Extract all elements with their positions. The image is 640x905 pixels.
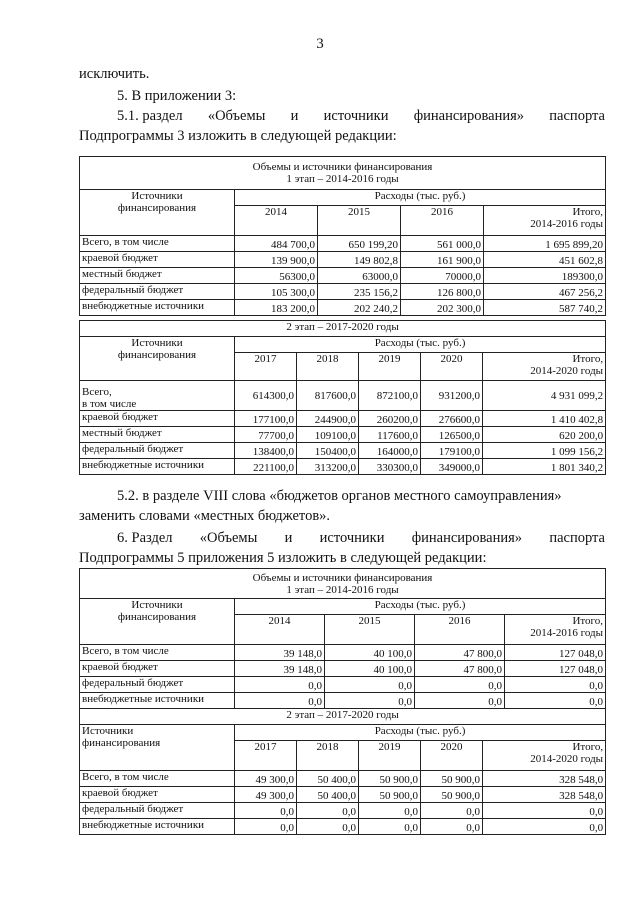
expenses-header: Расходы (тыс. руб.) bbox=[235, 337, 606, 353]
table-row bbox=[80, 381, 606, 411]
value-cell: 0,0 bbox=[235, 677, 325, 693]
table-row bbox=[80, 300, 606, 316]
value-cell: 0,0 bbox=[297, 819, 359, 835]
table-row bbox=[80, 443, 606, 459]
value-cell: 179100,0 bbox=[421, 443, 483, 459]
value-cell: 150400,0 bbox=[297, 443, 359, 459]
value-cell: 221100,0 bbox=[235, 459, 297, 475]
value-cell: 0,0 bbox=[415, 693, 505, 709]
text-line-4: Подпрограммы 3 изложить в следующей редакции: bbox=[79, 128, 397, 144]
row-label: внебюджетные источники bbox=[80, 819, 235, 835]
word: источники bbox=[319, 530, 385, 546]
value-cell: 177100,0 bbox=[235, 411, 297, 427]
value-cell: 276600,0 bbox=[421, 411, 483, 427]
row-label: краевой бюджет bbox=[80, 661, 235, 677]
value-cell: 0,0 bbox=[235, 803, 297, 819]
value-cell: 260200,0 bbox=[359, 411, 421, 427]
year-header: 2017 bbox=[235, 741, 297, 771]
table-row bbox=[80, 411, 606, 427]
word: «Объемы bbox=[199, 530, 258, 546]
word: паспорта bbox=[549, 530, 605, 546]
text-line-1: исключить. bbox=[79, 66, 150, 82]
row-label: краевой бюджет bbox=[80, 252, 235, 268]
value-cell: 349000,0 bbox=[421, 459, 483, 475]
table-row bbox=[80, 803, 606, 819]
total-cell: 4 931 099,2 bbox=[483, 381, 606, 411]
year-header: 2015 bbox=[318, 206, 401, 236]
value-cell: 0,0 bbox=[421, 803, 483, 819]
year-header: 2020 bbox=[421, 741, 483, 771]
total-cell: 127 048,0 bbox=[505, 645, 606, 661]
value-cell: 817600,0 bbox=[297, 381, 359, 411]
row-label: внебюджетные источники bbox=[80, 459, 235, 475]
value-cell: 126 800,0 bbox=[401, 284, 484, 300]
value-cell: 0,0 bbox=[359, 803, 421, 819]
sources-header: Источники финансирования bbox=[80, 190, 235, 236]
value-cell: 49 300,0 bbox=[235, 771, 297, 787]
row-label: Всего, в том числе bbox=[80, 771, 235, 787]
word: 6. Раздел bbox=[117, 530, 173, 546]
value-cell: 77700,0 bbox=[235, 427, 297, 443]
word: финансирования» bbox=[411, 530, 523, 546]
year-header: 2014 bbox=[235, 206, 318, 236]
sources-header: Источники финансирования bbox=[80, 337, 235, 381]
value-cell: 139 900,0 bbox=[235, 252, 318, 268]
total-cell: 1 695 899,20 bbox=[484, 236, 606, 252]
table-row bbox=[80, 819, 606, 835]
row-label: Всего, в том числе bbox=[80, 381, 235, 411]
value-cell: 126500,0 bbox=[421, 427, 483, 443]
table-row bbox=[80, 284, 606, 300]
year-header: 2014 bbox=[235, 615, 325, 645]
total-header: Итого, 2014-2020 годы bbox=[483, 353, 606, 381]
year-header: 2015 bbox=[325, 615, 415, 645]
total-cell: 0,0 bbox=[483, 819, 606, 835]
funding-table-subprogram-5 bbox=[79, 568, 606, 709]
year-header: 2018 bbox=[297, 741, 359, 771]
sources-header: Источники финансирования bbox=[80, 725, 235, 771]
total-cell: 620 200,0 bbox=[483, 427, 606, 443]
word: паспорта bbox=[549, 108, 605, 124]
expenses-header: Расходы (тыс. руб.) bbox=[235, 599, 606, 615]
value-cell: 0,0 bbox=[235, 693, 325, 709]
row-label: местный бюджет bbox=[80, 427, 235, 443]
value-cell: 109100,0 bbox=[297, 427, 359, 443]
value-cell: 56300,0 bbox=[235, 268, 318, 284]
value-cell: 161 900,0 bbox=[401, 252, 484, 268]
value-cell: 138400,0 bbox=[235, 443, 297, 459]
text-line-8: Подпрограммы 5 приложения 5 изложить в следующей редакции: bbox=[79, 550, 487, 566]
value-cell: 39 148,0 bbox=[235, 661, 325, 677]
total-header: Итого, 2014-2020 годы bbox=[483, 741, 606, 771]
year-header: 2018 bbox=[297, 353, 359, 381]
total-cell: 328 548,0 bbox=[483, 787, 606, 803]
total-cell: 0,0 bbox=[483, 803, 606, 819]
total-cell: 1 410 402,8 bbox=[483, 411, 606, 427]
value-cell: 149 802,8 bbox=[318, 252, 401, 268]
total-cell: 467 256,2 bbox=[484, 284, 606, 300]
value-cell: 0,0 bbox=[325, 677, 415, 693]
stage-2-title: 2 этап – 2017-2020 годы bbox=[80, 709, 606, 725]
value-cell: 50 900,0 bbox=[421, 787, 483, 803]
table-row bbox=[80, 787, 606, 803]
total-cell: 1 801 340,2 bbox=[483, 459, 606, 475]
table-row bbox=[80, 677, 606, 693]
year-header: 2020 bbox=[421, 353, 483, 381]
text-line-2: 5. В приложении 3: bbox=[117, 88, 237, 104]
value-cell: 931200,0 bbox=[421, 381, 483, 411]
value-cell: 40 100,0 bbox=[325, 645, 415, 661]
year-header: 2017 bbox=[235, 353, 297, 381]
value-cell: 244900,0 bbox=[297, 411, 359, 427]
value-cell: 0,0 bbox=[325, 693, 415, 709]
row-label: Всего, в том числе bbox=[80, 645, 235, 661]
total-cell: 328 548,0 bbox=[483, 771, 606, 787]
value-cell: 650 199,20 bbox=[318, 236, 401, 252]
row-label: федеральный бюджет bbox=[80, 284, 235, 300]
table-row bbox=[80, 661, 606, 677]
value-cell: 40 100,0 bbox=[325, 661, 415, 677]
value-cell: 183 200,0 bbox=[235, 300, 318, 316]
table-row bbox=[80, 252, 606, 268]
value-cell: 49 300,0 bbox=[235, 787, 297, 803]
row-label: федеральный бюджет bbox=[80, 443, 235, 459]
funding-table-subprogram-3-stage-2 bbox=[79, 320, 606, 475]
table-row bbox=[80, 693, 606, 709]
year-header: 2016 bbox=[401, 206, 484, 236]
year-header: 2019 bbox=[359, 741, 421, 771]
total-header: Итого, 2014-2016 годы bbox=[484, 206, 606, 236]
value-cell: 164000,0 bbox=[359, 443, 421, 459]
table-title bbox=[80, 157, 606, 190]
value-cell: 202 300,0 bbox=[401, 300, 484, 316]
table-row bbox=[80, 459, 606, 475]
text-line-3 bbox=[117, 108, 605, 125]
expenses-header: Расходы (тыс. руб.) bbox=[235, 190, 606, 206]
value-cell: 117600,0 bbox=[359, 427, 421, 443]
value-cell: 50 400,0 bbox=[297, 771, 359, 787]
table-title-line-1: Объемы и источники финансирования bbox=[252, 161, 433, 173]
table-title bbox=[80, 569, 606, 599]
word: финансирования» bbox=[413, 108, 525, 124]
table-title-line-1: Объемы и источники финансирования bbox=[252, 571, 433, 584]
total-cell: 127 048,0 bbox=[505, 661, 606, 677]
word: 5.1. раздел bbox=[117, 108, 183, 124]
table-row bbox=[80, 236, 606, 252]
row-label: краевой бюджет bbox=[80, 787, 235, 803]
text-line-5 bbox=[117, 488, 605, 505]
value-cell: 0,0 bbox=[359, 819, 421, 835]
total-cell: 587 740,2 bbox=[484, 300, 606, 316]
value-cell: 330300,0 bbox=[359, 459, 421, 475]
table-row bbox=[80, 645, 606, 661]
funding-table-subprogram-3 bbox=[79, 156, 606, 316]
table-row bbox=[80, 427, 606, 443]
row-label: Всего, в том числе bbox=[80, 236, 235, 252]
value-cell: 235 156,2 bbox=[318, 284, 401, 300]
expenses-header: Расходы (тыс. руб.) bbox=[235, 725, 606, 741]
total-cell: 1 099 156,2 bbox=[483, 443, 606, 459]
value-cell: 614300,0 bbox=[235, 381, 297, 411]
value-cell: 484 700,0 bbox=[235, 236, 318, 252]
total-cell: 0,0 bbox=[505, 677, 606, 693]
table-row bbox=[80, 268, 606, 284]
row-label: внебюджетные источники bbox=[80, 300, 235, 316]
paragraph-text: 5.2. в разделе VIII слова «бюджетов органов местного самоуправления» bbox=[117, 488, 562, 504]
table-title-line-2: 1 этап – 2014-2016 годы bbox=[286, 583, 399, 596]
word: источники bbox=[323, 108, 389, 124]
value-cell: 47 800,0 bbox=[415, 645, 505, 661]
value-cell: 561 000,0 bbox=[401, 236, 484, 252]
value-cell: 0,0 bbox=[297, 803, 359, 819]
value-cell: 47 800,0 bbox=[415, 661, 505, 677]
stage-2-title: 2 этап – 2017-2020 годы bbox=[80, 321, 606, 337]
word: и bbox=[284, 530, 293, 546]
value-cell: 105 300,0 bbox=[235, 284, 318, 300]
text-line-7 bbox=[117, 530, 605, 547]
row-label: внебюджетные источники bbox=[80, 693, 235, 709]
year-header: 2019 bbox=[359, 353, 421, 381]
value-cell: 0,0 bbox=[235, 819, 297, 835]
value-cell: 39 148,0 bbox=[235, 645, 325, 661]
sources-header: Источники финансирования bbox=[80, 599, 235, 645]
page-number: 3 bbox=[316, 36, 324, 52]
total-cell: 189300,0 bbox=[484, 268, 606, 284]
value-cell: 50 900,0 bbox=[359, 771, 421, 787]
row-label: федеральный бюджет bbox=[80, 803, 235, 819]
text-line-6: заменить словами «местных бюджетов». bbox=[79, 508, 331, 524]
row-label: краевой бюджет bbox=[80, 411, 235, 427]
value-cell: 63000,0 bbox=[318, 268, 401, 284]
year-header: 2016 bbox=[415, 615, 505, 645]
row-label: федеральный бюджет bbox=[80, 677, 235, 693]
value-cell: 0,0 bbox=[421, 819, 483, 835]
value-cell: 202 240,2 bbox=[318, 300, 401, 316]
value-cell: 313200,0 bbox=[297, 459, 359, 475]
table-title-line-2: 1 этап – 2014-2016 годы bbox=[286, 173, 399, 185]
total-cell: 0,0 bbox=[505, 693, 606, 709]
word: «Объемы bbox=[207, 108, 266, 124]
table-row bbox=[80, 771, 606, 787]
value-cell: 50 900,0 bbox=[359, 787, 421, 803]
value-cell: 50 400,0 bbox=[297, 787, 359, 803]
word: и bbox=[290, 108, 299, 124]
total-header: Итого, 2014-2016 годы bbox=[505, 615, 606, 645]
total-cell: 451 602,8 bbox=[484, 252, 606, 268]
row-label: местный бюджет bbox=[80, 268, 235, 284]
value-cell: 872100,0 bbox=[359, 381, 421, 411]
funding-table-subprogram-5-stage-2 bbox=[79, 708, 606, 835]
value-cell: 50 900,0 bbox=[421, 771, 483, 787]
value-cell: 0,0 bbox=[415, 677, 505, 693]
value-cell: 70000,0 bbox=[401, 268, 484, 284]
